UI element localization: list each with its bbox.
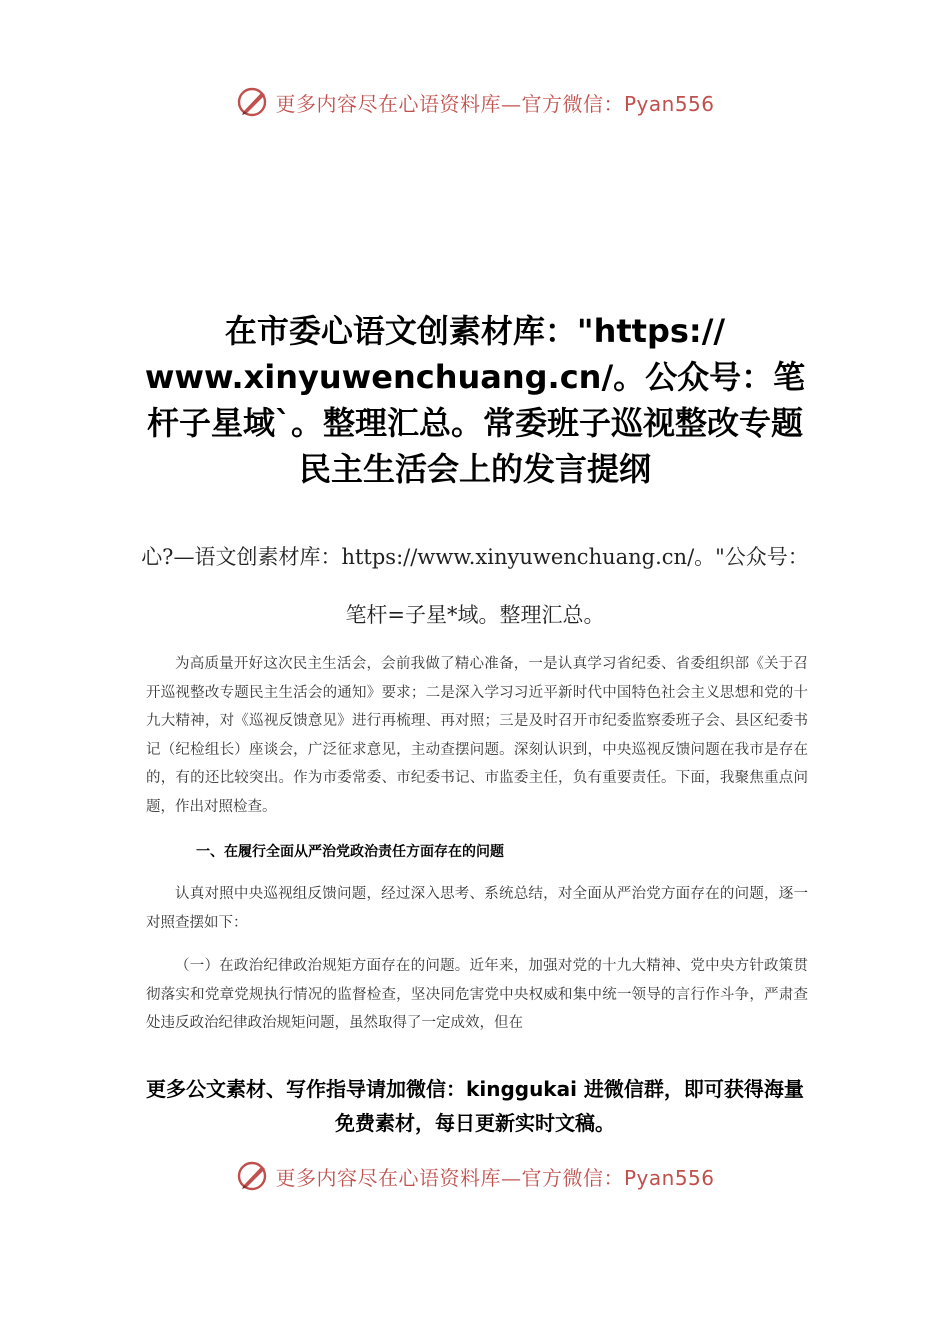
section-heading-1: 一、在履行全面从严治党政治责任方面存在的问题	[196, 844, 504, 860]
paragraph-political-discipline: （一）在政治纪律政治规矩方面存在的问题。近年来，加强对党的十九大精神、党中央方针政策贯彻落实和党章党规执行情况的监督检查，坚决同危害党中央权威和集中统一领导的言行作斗争，严肃查处违反政治纪律政治规矩问题，虽然取得了一定成效，但在	[146, 958, 808, 1032]
banner-contact: 官方微信：	[521, 1165, 624, 1190]
paragraph-intro: 为高质量开好这次民主生活会，会前我做了精心准备，一是认真学习省纪委、省委组织部《关于召开巡视整改专题民主生活会的通知》要求；二是深入学习习近平新时代中国特色社会主义思想和党的十九大精神，对《巡视反馈意见》进行再梳理、再对照；三是及时召开市纪委监察委班子会、县区纪委书记（纪检组长）座谈会，广泛征求意见，主动查摆问题。深刻认识到，中央巡视反馈问题在我市是存在的，有的还比较突出。作为市委常委、市纪委书记、市监委主任，负有重要责任。下面，我聚焦重点问题，作出对照检查。	[146, 656, 808, 815]
header-banner	[0, 82, 950, 122]
banner-main: 更多内容尽在心语资料库	[275, 1165, 501, 1190]
footer-promo-note: 更多公文素材、写作指导请加微信：kinggukai 进微信群，即可获得海量免费素材，每日更新实时文稿。	[146, 1077, 804, 1135]
banner-dash: —	[500, 1165, 522, 1190]
document-title: 在市委心语文创素材库："https:// www.xinyuwenchuang.cn/。公众号：笔杆子星域`。整理汇总。常委班子巡视整改专题民主生活会上的发言提纲	[144, 312, 806, 488]
footer-banner	[0, 1156, 950, 1196]
banner-text	[275, 1162, 714, 1191]
paragraph-section-intro: 认真对照中央巡视组反馈问题，经过深入思考、系统总结，对全面从严治党方面存在的问题，逐一对照查摆如下：	[146, 886, 808, 931]
document-subtitle: 心?—语文创素材库：https://www.xinyuwenchuang.cn/。"公众号：笔杆=子星*域。整理汇总。	[141, 545, 809, 627]
banner-brand: Pyan556	[623, 1165, 715, 1190]
banner-brand: Pyan556	[623, 91, 715, 116]
pen-circle-logo-icon	[235, 84, 271, 120]
banner-main: 更多内容尽在心语资料库	[275, 91, 501, 116]
pen-circle-logo-icon	[235, 1158, 271, 1194]
banner-dash: —	[500, 91, 522, 116]
banner-contact: 官方微信：	[521, 91, 624, 116]
banner-text	[275, 88, 714, 117]
